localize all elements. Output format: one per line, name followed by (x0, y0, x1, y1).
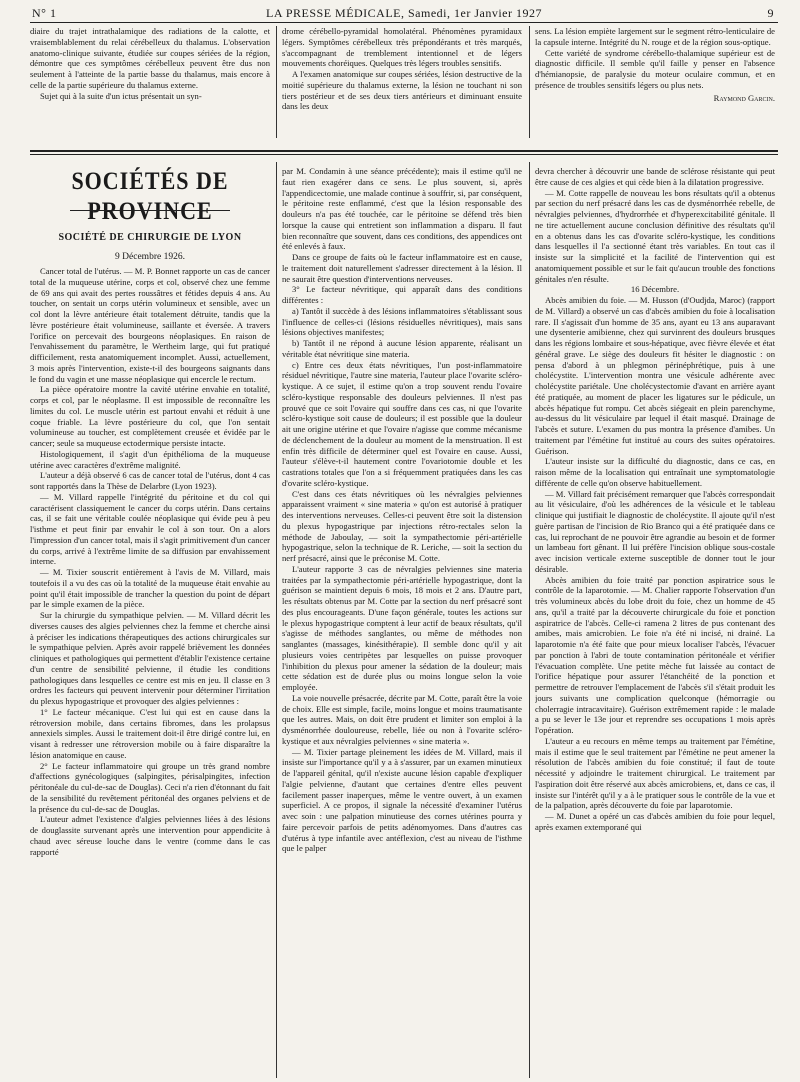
page-number: 9 (767, 6, 774, 20)
main-column-2 (282, 166, 522, 1078)
paragraph: 2° Le facteur inflammatoire qui groupe un très grand nombre d'affections gynécologiques (salpingites, périsalpingites, infection péritonéale du cul-de-sac de Douglas). Ceci n'a rien d'étonnant du fait de la sensibilité du revêtement péritonéal des organes pelviens et de la présence du cul-de-sac de Douglas. (30, 760, 270, 814)
paragraph: Cancer total de l'utérus. — M. P. Bonnet rapporte un cas de cancer total de la muqueuse utérine, corps et col, observé chez une femme de 69 ans qui avait des pertes roussâtres et fétides depuis 4 ans. Au toucher, on sentait un corps utérin volumineux et sensible, avec un col dont la lèvre antérieure était totalement détruite, tandis que la lèvre postérieure était volumineuse, saillante et éversée. A travers l'orifice on percevait des bourgeons néoplasiques. En raison de l'envahissement du paramètre, le Wertheim large, qui fut pratiqué difficilement, resta anatomiquement incomplet. Aussi, actuellement, 3 mois après l'intervention, existe-t-il des bourgeons saignants dans le fond du vagin et une masse néoplasique qui encercle le rectum. (30, 266, 270, 384)
top-column-3 (535, 26, 775, 138)
paragraph: Abcès amibien du foie traité par ponction aspiratrice sous le contrôle de la laparotomie. — M. Chalier rapporte l'observation d'un très volumineux abcès du lobe droit du foie, chez un homme de 45 ans, qu'il a traité par la découverte chirurgicale du foie et ponction aspiratrice de l'abcès. Celle-ci ramena 2 litres de pus contenant des amibes, mais amicrobien. Le foie n'a été ni incisé, ni drainé. La laparotomie n'a été faite que pour mieux localiser l'abcès, l'évacuer par ponction à l'abri de toute contamination péritonéale et vérifier l'évacuation complète. Une petite mèche fut laissée au contact de l'orifice hépatique pour assurer l'étanchéité de la ponction et permettre de retrouver l'emplacement de l'abcès s'il s'était produit les jours suivants une complication quelconque (hémorragie ou cholerragie intracavitaire). Guérison extrêmement rapide : le malade a pu se lever le 13e jour et reprendre ses occupations 1 mois après l'opération. (535, 574, 775, 735)
paragraph: Sujet qui à la suite d'un ictus présentait un syn- (40, 90, 202, 101)
newspaper-page (30, 0, 778, 1082)
paragraph: Sur la chirurgie du sympathique pelvien. — M. Villard décrit les diverses causes des algies pelviennes chez la femme et cherche ainsi à préciser les indications thérapeutiques des actions chirurgicales sur le sympathique pelvien. Après avoir rappelé brièvement les données cliniques et pathologiques qui permettent d'établir l'existence certaine d'un centre de sensibilité pelvienne, il étudie les conditions pathologiques dans lesquelles ce centre est mis en jeu. Il classe en 3 ordres les facteurs qui peuvent intervenir pour déterminer l'irritation du plexus hypogastrique et provoquer des algies pelviennes : (30, 610, 270, 706)
paragraph: 1° Le facteur mécanique. C'est lui qui est en cause dans la rétroversion mobile, dans certains fibromes, dans les prolapsus annexiels simples. Aussi le traitement doit-il être dirigé contre lui, en visant à redresser une rétroversion mobile ou à faire disparaître la lésion anatomique en cause. (30, 706, 270, 760)
author-signature: Raymond Garcin. (713, 92, 775, 103)
paragraph: c) Entre ces deux états névritiques, l'un post-inflammatoire résiduel névritique, l'autre sine materia, l'auteur place l'ovarite scléro-kystique. A ce sujet, il estime qu'on a trop souvent rendu l'ovaire scléro-kystique responsable des douleurs pelviennes. Il n'est pas prouvé que ce soit l'ovaire qui souffre dans ces cas, ni que l'ovarite scléro-kystique soit cause de douleurs; il est possible que la douleur ait une origine utérine et que l'ovaire n'agisse que comme mécanisme de déclenchement de la douleur au moment de la menstruation. Il est enfin très difficile de déterminer quel est l'ovaire en cause. Aussi, l'auteur s'élève-t-il hautement contre l'ovariotomie double et les castrations totales que l'on a si fréquemment pratiquées dans les cas d'ovarite scléro-kystique. (282, 359, 522, 488)
paragraph: Abcès amibien du foie. — M. Husson (d'Oudjda, Maroc) (rapport de M. Villard) a observé un cas d'abcès amibien du foie à localisation rare. Il s'agissait d'un homme de 35 ans, ayant eu 13 ans auparavant une dysenterie amibienne, chez qui survinrent des douleurs brusques dans les régions lombaire et sous-hépatique, avec fièvre élevée et état général grave. Le siège des douleurs fit hésiter le diagnostic : on pensa d'abord à un phlegmon périnéphrétique, puis à une cholécystite. L'intervention montra une vésicule adhérente avec cholécystite pariétale. Une cholécystectomie d'avant en arrière ayant été pratiquée, au moment de placer les ligatures sur le pédicule, un abcès hépatique fut rompu. Cet abcès siégeait en plein parenchyme, au-dessus du lit vésiculaire par lequel il était masqué. Drainage de l'abcès et suture. L'examen du pus montra la présence d'amibes. Un traitement par l'émétine fut institué au cours des suites opératoires. Guérison. (535, 295, 775, 456)
society-title: SOCIÉTÉ DE CHIRURGIE DE LYON (58, 232, 242, 243)
paragraph: — M. Villard fait précisément remarquer que l'abcès correspondait au lit vésiculaire, d'où les adhérences de la vésicule et le tableau clinique qui justifiait le diagnostic de cholécystite. Il ajoute qu'il n'est guère partisan de l'incision de Rio Branco qui a été pratiquée dans ce cas, lui reprochant de ne pouvoir être agrandie au besoin et de former un lambeau fort gênant. Il lui préfère l'incision oblique sous-costale avec incision verticale externe susceptible de donner tout le jour désirable. (535, 488, 775, 574)
column-rule (276, 162, 277, 1078)
paragraph: 3° Le facteur névritique, qui apparaît dans des conditions différentes : (282, 284, 522, 305)
session-date: 9 Décembre 1926. (115, 252, 185, 262)
paragraph: — M. Cotte rappelle de nouveau les bons résultats qu'il a obtenus par section du nerf présacré dans les cas de dysménorrhée rebelle, de névralgies pelviennes, d'hydrorrhée et d'hyperexcitabilité génitale. Il ne tire actuellement aucune conclusion définitive des résultats qu'il en a obtenus dans les cas d'ovarite scléro-kystique, les conditions dans lesquelles il l'a sectionné étant très variables. En tout cas il insiste sur la simplicité et la facilité de l'intervention qui est anatomiquement possible et sur le fait qu'aucun trouble des fonctions génitales n'en résulte. (535, 187, 775, 284)
paragraph: — M. Tixier partage pleinement les idées de M. Villard, mais il insiste sur l'importance qu'il y a à s'assurer, par un examen minutieux de l'appareil génital, qu'il n'existe aucune lésion capable d'expliquer l'algie pelvienne, d'autant que certaines d'entre elles peuvent facilement passer inaperçues, même le ventre ouvert, à un examen superficiel. A ce propos, il signale la nécessité d'examiner l'utérus avec soin : une palpation minutieuse des cornes utérines pourra y faire percevoir parfois de petits adénomyomes. Dans d'autres cas d'utérus à type infantile avec antéflexion, c'est au niveau de l'isthme que le palper (282, 746, 522, 854)
journal-title: LA PRESSE MÉDICALE, Samedi, 1er Janvier 1927 (266, 6, 542, 20)
column-rule (276, 26, 277, 138)
paragraph: Histologiquement, il s'agit d'un épithélioma de la muqueuse utérine avec caractères d'extrême malignité. (30, 448, 270, 470)
column-rule (529, 162, 530, 1078)
section-title: SOCIÉTÉS DE PROVINCE (71, 166, 229, 225)
main-column-3 (535, 166, 775, 1078)
paragraph: — M. Tixier souscrit entièrement à l'avis de M. Villard, mais toutefois il a vu des cas où la totalité de la muqueuse était envahie au point qu'il était impossible de trancher la question du point de départ par le simple examen de la pièce. (30, 567, 270, 610)
paragraph: diaire du trajet intrathalamique des radiations de la calotte, et vraisemblablement du relai cérébelleux du thalamus. L'observation anatomo-clinique suivante, étudiée sur coupes sériées de la région, démontre que ces symptômes cérébelleux peuvent être dus non seulement à l'atteinte de la partie basse du thalamus, mais encore à celle de la partie supérieure du thalamus externe. (30, 26, 270, 90)
paragraph: L'auteur a déjà observé 6 cas de cancer total de l'utérus, dont 4 cas sont rapportés dans la Thèse de Delarbre (Lyon 1923). (30, 470, 270, 491)
issue-number: N° 1 (32, 6, 57, 20)
running-header (30, 4, 778, 24)
paragraph: Cette variété de syndrome cérébello-thalamique supérieur est de diagnostic difficile. Il semble qu'il faille y penser en l'absence d'hémianopsie, de paralysie du moteur oculaire commun, et en présence de troubles sensitifs légers ou plus nets. (535, 47, 775, 90)
paragraph: — M. Dunet a opéré un cas d'abcès amibien du foie pour lequel, après examen extemporané qui (535, 811, 775, 832)
paragraph: L'auteur rapporte 3 cas de névralgies pelviennes sine materia traitées par la sympathectomie péri-artérielle hypogastrique, dont la guérison se maintient depuis 6 mois, 18 mois et 2 ans. D'autre part, les résultats obtenus par M. Cotte par la section du nerf présacré sont des plus encourageants. D'une façon générale, toutes les actions sur le plexus hypogastrique comptent à leur actif de beaux résultats, qu'il s'agisse de méthodes sanglantes, ou même de méthodes non sanglantes (massages, kinésithérapie). Il semble donc qu'il y ait plusieurs voies centripètes par lesquelles on puisse provoquer l'inhibition du plexus pour amener la sédation de la douleur; mais cette sédation est de durée plus ou moins longue selon la voie employée. (282, 563, 522, 692)
column-rule (529, 26, 530, 138)
paragraph: par M. Condamin à une séance précédente); mais il estime qu'il ne faut rien exagérer dans ce sens. Le plus souvent, si, après l'appendicectomie, une malade continue à souffrir, si, par conséquent, le péritoine reste enflammé, c'est que la lésion responsable des douleurs n'a pas été touchée, car le péritoine se défend très bien lorsque la cause qui entretient son inflammation a disparu. Il faut bien reconnaître que souvent, dans ces conditions, des appendices ont été enlevés à faux. (282, 166, 522, 252)
paragraph: Dans ce groupe de faits où le facteur inflammatoire est en cause, le traitement doit naturellement s'adresser directement à la lésion. Il ne saurait être question d'interventions nerveuses. (282, 252, 522, 284)
top-column-1 (30, 26, 270, 138)
paragraph: L'auteur insiste sur la difficulté du diagnostic, dans ce cas, en raison même de la localisation qui entraînait une symptomatologie différente de celle qu'on observe habituellement. (535, 456, 775, 488)
paragraph: La pièce opératoire montre la cavité utérine envahie en totalité, corps et col, par le néoplasme. Il est impossible de reconnaître les limites du col. Le muscle utérin est partout envahi et réduit à une coque friable. La lèvre postérieure du col, que l'on sentait volumineuse au toucher, est complètement creusée et évidée par le cancer; seule sa muqueuse ectodermique persiste intacte. (30, 384, 270, 448)
paragraph: C'est dans ces états névritiques où les névralgies pelviennes apparaissent vraiment « sine materia » qu'on est autorisé à pratiquer des interventions nerveuses. Celles-ci peuvent être soit la distension du plexus hypogastrique par injections rétro-rectales selon la méthode de Jaboulay, — soit la sympathectomie péri-artérielle hypogastrique, selon la technique de R. Leriche, — soit la section du nerf présacré, ainsi que le préconise M. Cotte. (282, 488, 522, 563)
section-divider (30, 150, 778, 152)
paragraph: drome cérébello-pyramidal homolatéral. Phénomènes pyramidaux légers. Symptômes cérébelleux très prépondérants et très marqués, s'accompagnant de tremblement intentionnel et de légers mouvements choréiques. Quelques très légers troubles sensitifs. (282, 26, 522, 69)
paragraph: devra chercher à découvrir une bande de sclérose résistante qui peut être cause de ces algies et qui cède bien à la dilatation progressive. (535, 166, 775, 187)
header-rule (30, 22, 778, 23)
paragraph: b) Tantôt il ne répond à aucune lésion apparente, réalisant un véritable état névritique sine materia. (282, 338, 522, 359)
paragraph: sens. La lésion empiète largement sur le segment rétro-lenticulaire de la capsule interne. Intégrité du N. rouge et de la région sous-optique. (535, 26, 775, 47)
paragraph: — M. Villard rappelle l'intégrité du péritoine et du col qui caractérisent classiquement le cancer du corps utérin. Dans certains cas, il se fait une véritable coulée néoplasique qui évide peu à peu l'isthme et peut finir par envahir le col à son tour. On a alors l'impression d'un cancer total, mais il s'agit primitivement d'un cancer du corps, arrivé à l'extrême limite de sa diffusion par envahissement interne. (30, 491, 270, 567)
paragraph: a) Tantôt il succède à des lésions inflammatoires s'établissant sous l'influence de celles-ci (lésions résiduelles névritiques), mais sans lésions objectives manifestes; (282, 305, 522, 338)
session-date-2: 16 Décembre. (630, 284, 680, 295)
title-rule (70, 210, 230, 211)
top-column-2 (282, 26, 522, 138)
paragraph: A l'examen anatomique sur coupes sériées, lésion destructive de la moitié supérieure du thalamus externe, la lésion ne touchant ni son tiers postérieur et de ses deux tiers antérieurs et diminuant ensuite dans les deux (282, 69, 522, 112)
paragraph: L'auteur admet l'existence d'algies pelviennes liées à des lésions de douglassite survenant après une intervention pour appendicite à chaud avec séreuse louche dans le ventre (comme dans le cas rapporté (30, 814, 270, 857)
paragraph: La voie nouvelle présacrée, décrite par M. Cotte, paraît être la voie de choix. Elle est simple, facile, moins longue et moins traumatisante que les autres. Mais, on doit être prudent et limiter son emploi à la dysménorrhée douloureuse, rebelle, liée ou non à l'ovarite scléro-kystique et aux névralgies pelviennes « sine materia ». (282, 692, 522, 746)
section-divider-thin (30, 154, 778, 155)
main-column-1 (30, 266, 270, 1076)
paragraph: L'auteur a eu recours en même temps au traitement par l'émétine, mais il estime que le seul traitement par l'émétine ne peut amener la résolution de l'abcès amibien du foie constitué; il faut de toute nécessité y adjoindre le traitement chirurgical. Le traitement par l'aspiration doit être réservé aux abcès amicrobiens, et, dans ce cas, il insiste sur l'intérêt qu'il y a à le pratiquer sous le contrôle de la vue et de la palpation, après découverte du foie par laparotomie. (535, 735, 775, 811)
